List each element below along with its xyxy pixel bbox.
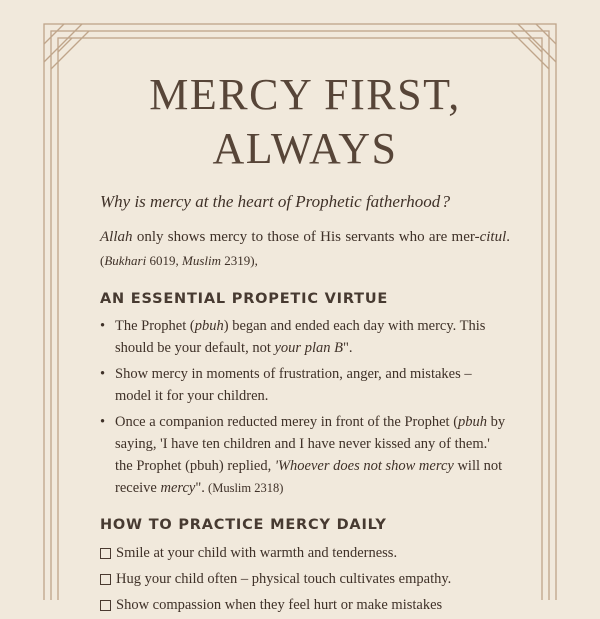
ref-close: 2319), (220, 253, 258, 268)
ref-mid: 6019, (146, 253, 182, 268)
checklist-item (100, 593, 510, 617)
intro-paragraph (100, 226, 510, 273)
b3-t3: will not receive (115, 458, 503, 496)
checkbox-icon[interactable] (100, 600, 111, 611)
ref-muslim: Muslim (181, 253, 221, 268)
intro-text-1: only shows mercy to those of His servants who are mer- (132, 229, 480, 245)
checklist-label: Smile at your child with warmth and tenderness. (116, 545, 398, 561)
checkbox-icon[interactable] (100, 548, 111, 559)
page-title (100, 68, 510, 176)
bullet-icon: • (100, 318, 106, 334)
title-line-2: ALWAYS (212, 124, 398, 173)
b1-planb: your plan B (274, 340, 343, 356)
b1-t3: ". (342, 340, 353, 356)
b3-t2: by saying, 'I have ten children and I have never kissed any of them.' the Prophet (pbuh) replied, (115, 414, 506, 474)
intro-citul: citul (479, 229, 507, 245)
ref-open: ( (100, 253, 105, 268)
subtitle-question: Why is mercy at the heart of Prophetic fatherhood ? (100, 192, 451, 211)
checklist-label: Show compassion when they feel hurt or make mistakes (116, 597, 443, 613)
section-heading-daily: HOW TO PRACTICE MERCY DAILY (100, 517, 387, 533)
intro-text-2: . (506, 229, 510, 245)
list-item (100, 363, 510, 407)
b3-mercy: mercy (160, 480, 196, 496)
b3-quote: 'Whoever does not show mercy (274, 458, 454, 474)
b1-t2: ) began and ended each day with mercy. This should be your default, not (115, 318, 486, 356)
virtue-list (100, 315, 510, 499)
list-item (100, 411, 510, 499)
intro-allah: Allah (100, 229, 133, 245)
checklist-item (100, 541, 510, 565)
bullet-icon: • (100, 366, 106, 382)
bullet-icon: • (100, 414, 106, 430)
b3-t4: ". (195, 480, 205, 496)
checklist-item (100, 567, 510, 591)
checkbox-icon[interactable] (100, 574, 111, 585)
b1-t1: The Prophet ( (115, 318, 195, 334)
ref-bukhari: Bukhari (104, 253, 147, 268)
intro-reference (100, 253, 258, 268)
b3-t1: Once a companion reducted merey in front of the Prophet ( (115, 414, 459, 430)
daily-checklist (100, 541, 510, 617)
checklist-label: Hug your child often – physical touch cultivates empathy. (116, 571, 452, 587)
list-item (100, 315, 510, 359)
section-heading-virtue: AN ESSENTIAL PROPETIC VIRTUE (100, 291, 389, 307)
b3-ref: (Muslim 2318) (204, 481, 284, 495)
b3-pbuh: pbuh (458, 414, 488, 430)
b2-text: Show mercy in moments of frustration, anger, and mistakes – model it for your children. (115, 366, 472, 404)
title-line-1: MERCY FIRST, (149, 70, 461, 119)
document-content (100, 68, 510, 619)
b1-pbuh: pbuh (194, 318, 224, 334)
